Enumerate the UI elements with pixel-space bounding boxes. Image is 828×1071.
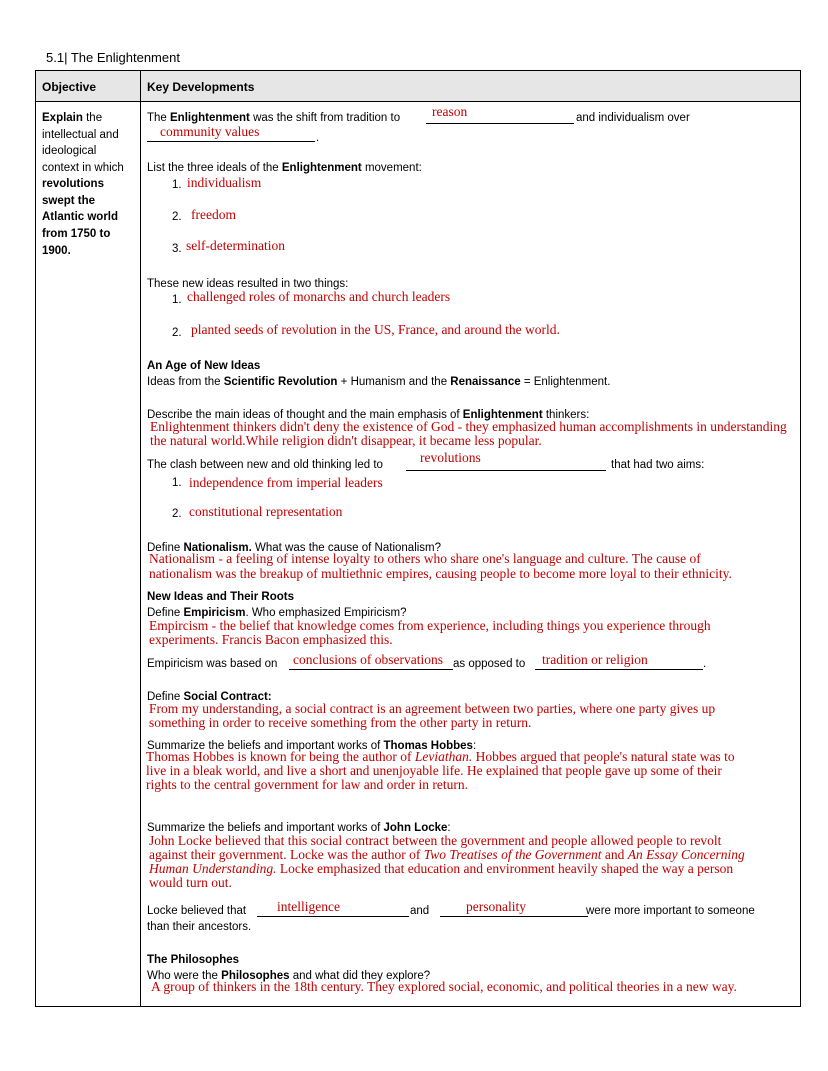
answer-empiricism-line[interactable]: experiments. Francis Bacon emphasized this. [149,632,393,647]
answer-blank [406,470,606,471]
answer-locke-line[interactable]: John Locke believed that this social contract between the government and people allowed people to revolt [149,833,722,848]
answer-aim-2[interactable]: constitutional representation [189,504,343,519]
objective-line: ideological [42,145,97,157]
answer-locke-line[interactable]: would turn out. [149,875,232,890]
locke-believed-prompt: Locke believed that [147,905,247,917]
nationalism-prompt: Define Nationalism. What was the cause of Nationalism? [147,542,442,554]
prompt-text: that had two aims: [611,459,705,471]
objective-line: context in which [42,162,124,174]
objective-line: from 1750 to [42,228,111,240]
answer-blank [147,141,315,142]
key-developments-header: Key Developments [147,80,255,94]
clash-prompt: The clash between new and old thinking led to [147,459,383,471]
answer-reason[interactable]: reason [432,104,468,119]
prompt-text: and [410,905,430,917]
answer-ideal-2[interactable]: freedom [191,207,236,222]
objective-line: Explain the [42,112,103,124]
answer-personality[interactable]: personality [466,899,526,914]
prompt-text: as opposed to [453,658,526,670]
list-number: 1. [172,179,182,191]
section-heading: New Ideas and Their Roots [147,591,294,603]
prompt-text: than their ancestors. [147,921,252,933]
section-heading: An Age of New Ideas [147,360,261,372]
answer-aim-1[interactable]: independence from imperial leaders [189,475,383,490]
hobbes-prompt: Summarize the beliefs and important works of Thomas Hobbes: [147,740,477,752]
objective-line: swept the [42,195,96,207]
philosophes-prompt: Who were the Philosophes and what did they explore? [147,970,431,982]
section-heading: The Philosophes [147,954,240,966]
page-title: 5.1| The Enlightenment [46,50,180,65]
empiricism-prompt: Define Empiricism. Who emphasized Empiricism? [147,607,407,619]
ideals-prompt: List the three ideals of the Enlightenment movement: [147,162,422,174]
answer-blank [440,916,588,917]
answer-community-values[interactable]: community values [160,124,260,139]
column-divider [140,71,141,1006]
answer-ideal-1[interactable]: individualism [187,175,262,190]
prompt-text: . [316,132,320,144]
answer-philosophes[interactable]: A group of thinkers in the 18th century. They explored social, economic, and political theories in a new way. [151,979,737,994]
list-number: 2. [172,211,182,223]
answer-observations[interactable]: conclusions of observations [293,652,443,667]
list-number: 3. [172,243,182,255]
answer-revolutions[interactable]: revolutions [420,450,481,465]
objective-line: Atlantic world [42,211,119,223]
age-ideas-line: Ideas from the Scientific Revolution + Humanism and the Renaissance = Enlightenment. [147,376,611,388]
answer-locke-line[interactable]: Human Understanding. Locke emphasized that education and environment heavily shaped the way a person [149,861,734,876]
list-number: 1. [172,294,182,306]
answer-result-1[interactable]: challenged roles of monarchs and church leaders [187,289,451,304]
answer-nationalism-line[interactable]: Nationalism - a feeling of intense loyalty to others who share one's language and culture. The cause of [149,551,701,566]
objective-line: 1900. [42,245,71,257]
list-number: 2. [172,327,182,339]
answer-intelligence[interactable]: intelligence [277,899,340,914]
answer-hobbes-line[interactable]: rights to the central government for law and order in return. [146,777,469,792]
prompt-text: were more important to someone [586,905,755,917]
answer-blank [257,916,409,917]
answer-empiricism-line[interactable]: Empircism - the belief that knowledge comes from experience, including things you experience through [149,618,711,633]
social-contract-prompt: Define Social Contract: [147,691,272,703]
answer-blank [289,669,453,670]
describe-prompt: Describe the main ideas of thought and the main emphasis of Enlightenment thinkers: [147,409,590,421]
answer-nationalism-line[interactable]: nationalism was the breakup of multiethnic empires, causing people to become more loyal to their ethnicity. [149,566,732,581]
empiricism-based-prompt: Empiricism was based on [147,658,278,670]
locke-prompt: Summarize the beliefs and important works of John Locke: [147,822,451,834]
answer-locke-line[interactable]: against their government. Locke was the author of Two Treatises of the Government and An Essay Concerning [149,847,745,862]
answer-tradition[interactable]: tradition or religion [542,652,648,667]
answer-describe-line[interactable]: Enlightenment thinkers didn't deny the existence of God - they emphasized human accomplishments in understanding [150,419,787,434]
results-prompt: These new ideas resulted in two things: [147,278,349,290]
prompt-text: and individualism over [576,112,690,124]
answer-blank [535,669,703,670]
list-number: 2. [172,508,182,520]
answer-hobbes-line[interactable]: live in a bleak world, and live a short and unenjoyable life. He explained that people gave up some of their [146,763,722,778]
answer-result-2[interactable]: planted seeds of revolution in the US, France, and around the world. [191,322,560,337]
answer-describe-line[interactable]: the natural world.While religion didn't disappear, it became less popular. [150,433,542,448]
list-number: 1. [172,477,182,489]
answer-ideal-3[interactable]: self-determination [186,238,285,253]
answer-hobbes-line[interactable]: Thomas Hobbes is known for being the author of Leviathan. Hobbes argued that people's natural state was to [146,749,735,764]
enlightenment-definition-prompt: The Enlightenment was the shift from tradition to [147,112,401,124]
prompt-text: . [703,658,707,670]
objective-line: intellectual and [42,129,119,141]
answer-social-line[interactable]: From my understanding, a social contract is an agreement between two parties, where one party gives up [149,701,716,716]
objective-line: revolutions [42,178,104,190]
answer-blank [426,123,574,124]
answer-social-line[interactable]: something in order to receive something from the other party in return. [149,715,532,730]
objective-header: Objective [42,80,97,94]
